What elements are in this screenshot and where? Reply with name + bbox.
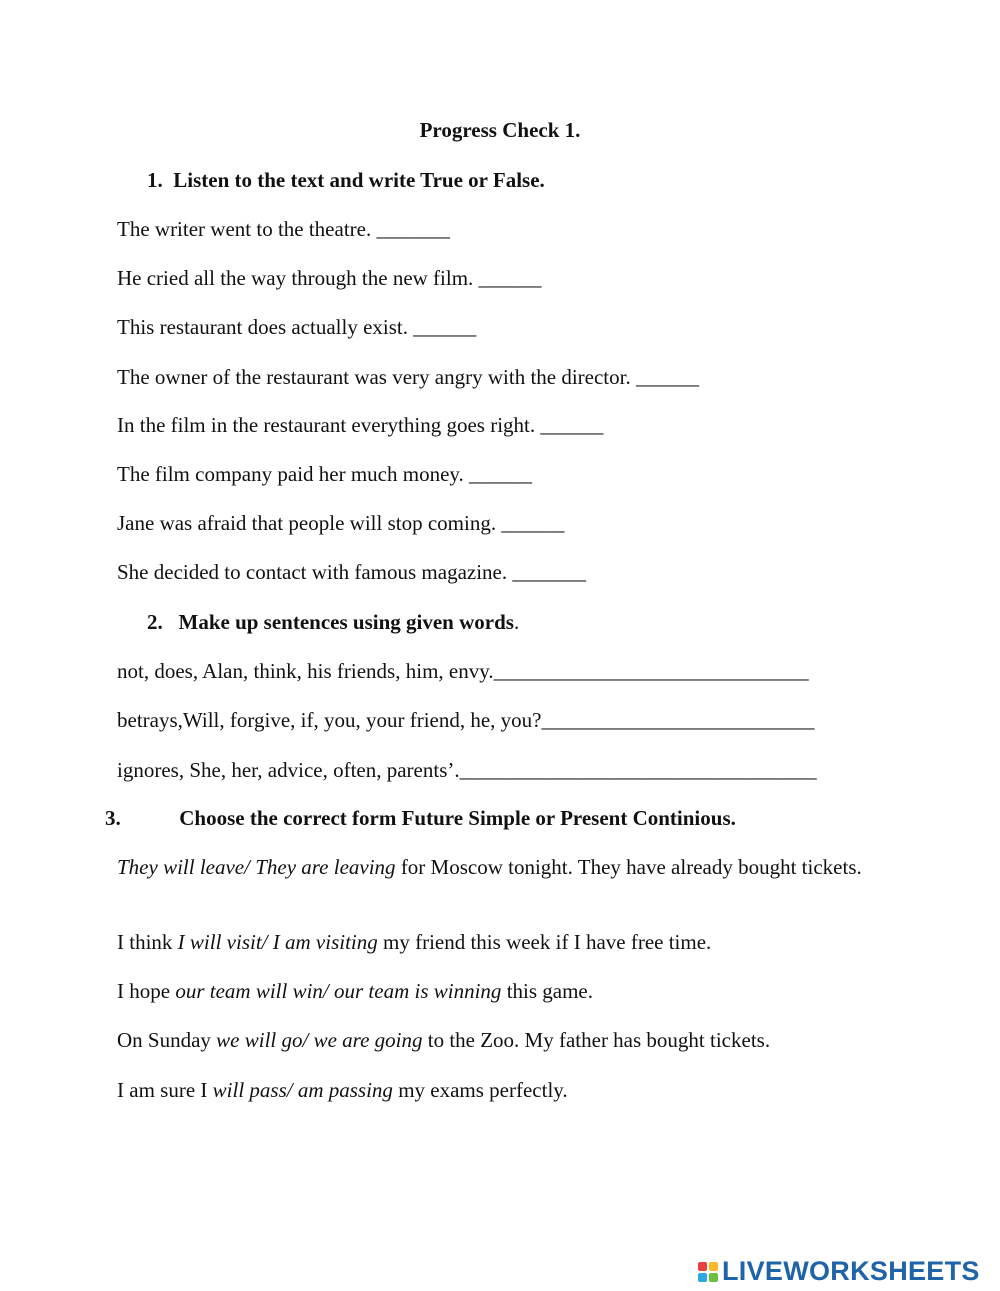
section-3-heading bbox=[105, 806, 736, 831]
choice-item-2-options[interactable]: I will visit/ I am visiting bbox=[177, 930, 378, 954]
section-3-number: 3. bbox=[105, 806, 121, 830]
choice-item-3-before: I hope bbox=[117, 979, 176, 1003]
logo-square-yellow bbox=[709, 1262, 718, 1271]
choice-item-4-after: to the Zoo. My father has bought tickets. bbox=[422, 1028, 771, 1052]
choice-item-5-before: I am sure I bbox=[117, 1078, 213, 1102]
choice-item-1 bbox=[117, 854, 877, 880]
section-2-title: Make up sentences using given words bbox=[178, 610, 514, 634]
section-2-heading bbox=[147, 610, 519, 635]
liveworksheets-logo-icon bbox=[698, 1262, 718, 1282]
logo-text: LIVEWORKSHEETS bbox=[722, 1256, 980, 1286]
section-1-heading bbox=[147, 168, 545, 193]
choice-item-5-options[interactable]: will pass/ am passing bbox=[212, 1078, 393, 1102]
choice-item-2-after: my friend this week if I have free time. bbox=[377, 930, 712, 954]
choice-item-2 bbox=[117, 930, 711, 955]
tf-item-6[interactable]: The film company paid her much money. ______ bbox=[117, 462, 533, 486]
choice-item-4 bbox=[117, 1028, 770, 1053]
tf-item-4[interactable]: The owner of the restaurant was very angry with the director. ______ bbox=[117, 365, 699, 389]
sentence-item-1[interactable]: not, does, Alan, think, his friends, him, envy.______________________________ bbox=[117, 659, 809, 683]
section-2-period: . bbox=[513, 610, 520, 634]
logo-square-red bbox=[698, 1262, 707, 1271]
choice-item-1-options[interactable]: They will leave/ They are leaving bbox=[117, 855, 396, 879]
choice-item-3-after: this game. bbox=[501, 979, 594, 1003]
tf-item-5[interactable]: In the film in the restaurant everything goes right. ______ bbox=[117, 413, 604, 437]
choice-item-2-before: I think bbox=[117, 930, 178, 954]
choice-item-4-before: On Sunday bbox=[117, 1028, 217, 1052]
choice-item-5-after: my exams perfectly. bbox=[392, 1078, 568, 1102]
tf-item-1[interactable]: The writer went to the theatre. _______ bbox=[117, 217, 450, 241]
choice-item-5 bbox=[117, 1078, 568, 1103]
choice-item-3 bbox=[117, 979, 593, 1004]
tf-item-8[interactable]: She decided to contact with famous magazine. _______ bbox=[117, 560, 586, 584]
tf-item-7[interactable]: Jane was afraid that people will stop coming. ______ bbox=[117, 511, 565, 535]
section-2-number: 2. bbox=[147, 610, 163, 634]
choice-item-4-options[interactable]: we will go/ we are going bbox=[216, 1028, 423, 1052]
tf-item-3[interactable]: This restaurant does actually exist. ______ bbox=[117, 315, 477, 339]
choice-item-1-after: for Moscow tonight. They have already bought tickets. bbox=[395, 855, 862, 879]
sentence-item-3[interactable]: ignores, She, her, advice, often, parents’.__________________________________ bbox=[117, 758, 817, 782]
liveworksheets-logo[interactable] bbox=[698, 1256, 980, 1287]
logo-square-green bbox=[709, 1273, 718, 1282]
section-1-number: 1. bbox=[147, 168, 163, 192]
section-1-title: Listen to the text and write True or False. bbox=[173, 168, 545, 192]
tf-item-2[interactable]: He cried all the way through the new film. ______ bbox=[117, 266, 542, 290]
choice-item-3-options[interactable]: our team will win/ our team is winning bbox=[175, 979, 502, 1003]
logo-square-blue bbox=[698, 1273, 707, 1282]
page-title: Progress Check 1. bbox=[419, 118, 581, 142]
sentence-item-2[interactable]: betrays,Will, forgive, if, you, your friend, he, you?__________________________ bbox=[117, 708, 815, 732]
section-3-title: Choose the correct form Future Simple or Present Continious. bbox=[179, 806, 736, 830]
